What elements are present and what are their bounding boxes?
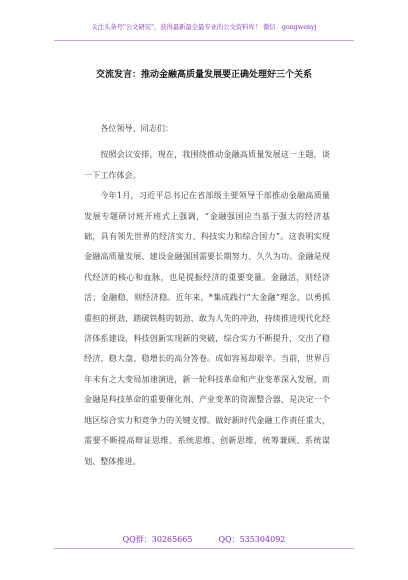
footer-qq: QQ：535304092 bbox=[218, 535, 286, 544]
header-banner: 关注头条号"公文研究"，获得最新最全最专业的公文资料库！ 微信：gongwenyj bbox=[91, 24, 317, 31]
document-title: 交流发言：推动金融高质量发展要正确处理好三个关系 bbox=[95, 70, 312, 80]
footer-contact bbox=[0, 534, 408, 545]
paragraph: 按照会议安排，现在，我围绕推动金融高质量发展这一主题，谈一下工作体会。 bbox=[84, 149, 330, 180]
paragraph: 今年1月，习近平总书记在省部级主要领导干部推动金融高质量发展专题研讨班开班式上强调，“金融强国应当基于强大的经济基础，具有领先世界的经济实力、科技实力和综合国力”。这表明实现金融高质量发展、建设金融强国需要长期努力、久久为功。金融是现代经济的核心和血脉，也是提振经济的重要变量。金融活，则经济活；金融稳，则经济稳。近年来，*集成践行“大金融”理念，以勇抓重担的拼劲、踏破铁鞋的韧劲、敢为人先的冲劲，持续推进现代化经济体系建设，科技创新实现新的突破，综合实力不断提升，交出了稳经济、稳大盘、稳增长的高分答卷。成如容易却艰辛。当前，世界百年未有之大变局加速演进，新一轮科技革命和产业变革深入发展，而金融是科技革命的重要催化剂、产业变革的资源整合器，是决定一个地区综合实力和竞争力的关键支撑。做好新时代金融工作责任重大，需要不断提高辩证思维、系统思维、创新思维，统筹兼顾、系统谋划、整体推进。 bbox=[84, 190, 330, 466]
document-body bbox=[84, 118, 330, 471]
header-divider bbox=[54, 40, 354, 41]
footer-qq-group: QQ群：30265665 bbox=[122, 535, 193, 544]
footer-divider bbox=[54, 548, 354, 549]
salutation: 各位领导、同志们： bbox=[100, 123, 174, 133]
